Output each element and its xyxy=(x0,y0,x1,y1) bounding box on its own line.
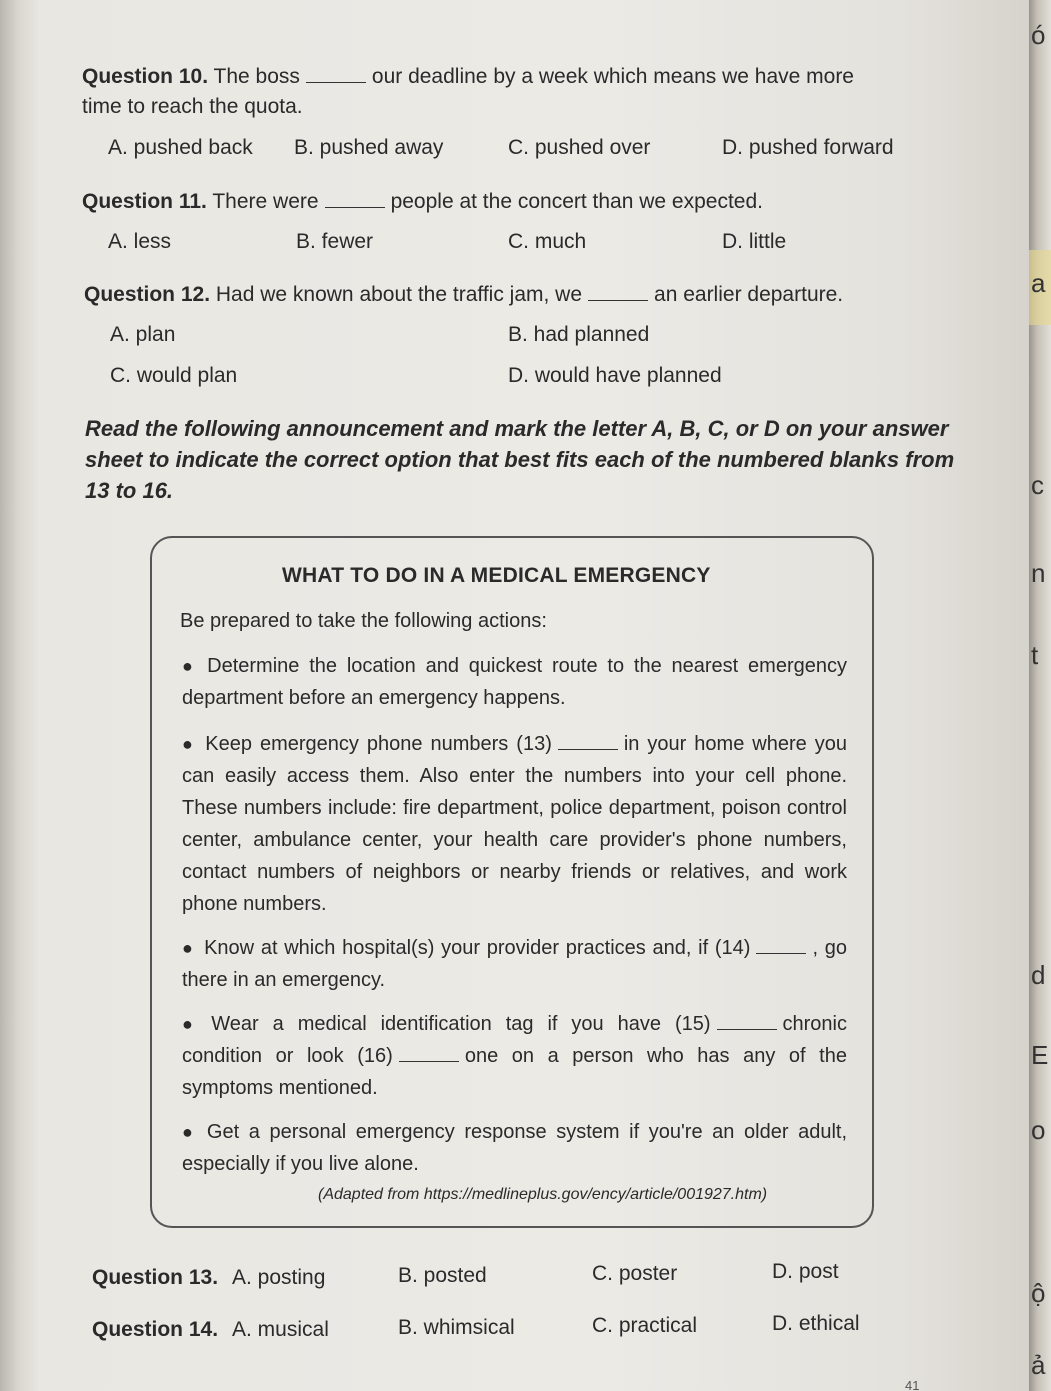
edge-glyph: E xyxy=(1031,1040,1049,1070)
bullet-icon: ● xyxy=(182,734,196,754)
bullet-text: , go there in an emergency. xyxy=(182,937,848,991)
bullet-text: Keep emergency phone numbers (13) xyxy=(205,733,552,755)
question-label: Question 10. xyxy=(82,65,209,88)
edge-glyph: d xyxy=(1031,960,1046,990)
option-d[interactable]: D. post xyxy=(772,1260,839,1283)
blank-13 xyxy=(558,748,618,750)
bullet-icon: ● xyxy=(182,1122,197,1142)
option-b[interactable]: B. whimsical xyxy=(398,1316,515,1339)
question-stem: There were xyxy=(212,190,319,213)
question-label: Question 14. xyxy=(92,1318,219,1341)
edge-glyph: c xyxy=(1031,470,1044,500)
bullet-text: Get a personal emergency response system if you're an older adult, especially if you live alone. xyxy=(182,1121,848,1175)
edge-glyph: o xyxy=(1031,1115,1046,1145)
bullet-text: one on a person who has any of the symptoms mentioned. xyxy=(182,1045,847,1099)
option-b[interactable]: B. posted xyxy=(398,1264,487,1287)
source-citation: (Adapted from https://medlineplus.gov/ency/article/001927.htm) xyxy=(318,1186,768,1203)
option-d[interactable]: D. pushed forward xyxy=(722,136,894,159)
question-label: Question 13. xyxy=(92,1266,219,1289)
option-c[interactable]: C. would plan xyxy=(110,364,238,387)
bullet-icon: ● xyxy=(182,1014,202,1034)
question-10 xyxy=(82,62,952,122)
announcement-box xyxy=(150,536,874,1228)
bullet-item xyxy=(182,1116,847,1180)
question-stem: Had we known about the traffic jam, we xyxy=(215,283,583,306)
option-d[interactable]: D. would have planned xyxy=(508,364,722,387)
reading-instructions: Read the following announcement and mark the letter A, B, C, or D on your answer sheet to indicate the correct option that best fits each of the numbered blanks from 13 to 16. xyxy=(85,416,955,503)
question-stem: The boss xyxy=(213,65,300,88)
option-d[interactable]: D. ethical xyxy=(772,1312,860,1335)
question-stem: time to reach the quota. xyxy=(82,95,303,118)
option-a[interactable]: A. pushed back xyxy=(108,136,253,159)
bullet-text: chronic condition or look (16) xyxy=(182,1013,847,1067)
question-11 xyxy=(82,187,952,217)
option-b[interactable]: B. fewer xyxy=(296,230,374,253)
option-b[interactable]: B. pushed away xyxy=(294,136,444,159)
edge-glyph: ộ xyxy=(1031,1278,1046,1308)
blank-16 xyxy=(399,1060,459,1062)
answer-blank xyxy=(588,299,648,301)
bullet-icon: ● xyxy=(182,656,198,676)
bullet-item xyxy=(182,728,847,920)
option-b[interactable]: B. had planned xyxy=(508,323,650,346)
answer-blank xyxy=(306,81,366,83)
answer-blank xyxy=(325,206,385,208)
adjacent-page-edge xyxy=(1029,0,1051,1391)
blank-14 xyxy=(756,952,806,954)
bullet-text: Wear a medical identification tag if you have (15) xyxy=(211,1013,711,1035)
bullet-item xyxy=(182,650,847,714)
bullet-text: in your home where you can easily access them. Also enter the numbers into your cell phone. These numbers include: fire department, police department, poison control center, ambulance center, your health care provider's phone numbers, contact numbers of neighbors or nearby friends or relatives, and work phone numbers. xyxy=(182,733,847,915)
announcement-intro: Be prepared to take the following actions: xyxy=(180,610,547,632)
option-a[interactable]: A. posting xyxy=(232,1266,326,1289)
question-stem: an earlier departure. xyxy=(654,283,844,306)
edge-glyph: t xyxy=(1031,640,1039,670)
option-d[interactable]: D. little xyxy=(722,230,787,253)
option-c[interactable]: C. poster xyxy=(592,1262,678,1285)
blank-15 xyxy=(717,1028,777,1030)
question-label: Question 12. xyxy=(84,283,211,306)
edge-glyph: ó xyxy=(1031,20,1046,50)
question-12 xyxy=(84,280,954,310)
edge-glyph: ả xyxy=(1031,1350,1046,1380)
bullet-text: Know at which hospital(s) your provider practices and, if (14) xyxy=(204,937,751,959)
bullet-icon: ● xyxy=(182,938,195,958)
option-c[interactable]: C. pushed over xyxy=(508,136,651,159)
option-a[interactable]: A. plan xyxy=(110,323,176,346)
option-a[interactable]: A. less xyxy=(108,230,172,253)
question-stem: people at the concert than we expected. xyxy=(390,190,763,213)
option-c[interactable]: C. practical xyxy=(592,1314,698,1337)
edge-glyph: a xyxy=(1031,268,1046,298)
bullet-item xyxy=(182,1008,847,1104)
page-number: 41 xyxy=(905,1378,920,1391)
question-14-label xyxy=(92,1318,218,1342)
bullet-text: Determine the location and quickest route to the nearest emergency department before an emergency happens. xyxy=(182,655,847,709)
option-a[interactable]: A. musical xyxy=(232,1318,329,1341)
question-label: Question 11. xyxy=(82,190,207,213)
edge-glyph: n xyxy=(1031,558,1046,588)
question-13-label xyxy=(92,1266,218,1290)
announcement-title: WHAT TO DO IN A MEDICAL EMERGENCY xyxy=(282,564,711,587)
question-stem: our deadline by a week which means we have more xyxy=(371,65,854,88)
option-c[interactable]: C. much xyxy=(508,230,587,253)
bullet-item xyxy=(182,932,847,996)
